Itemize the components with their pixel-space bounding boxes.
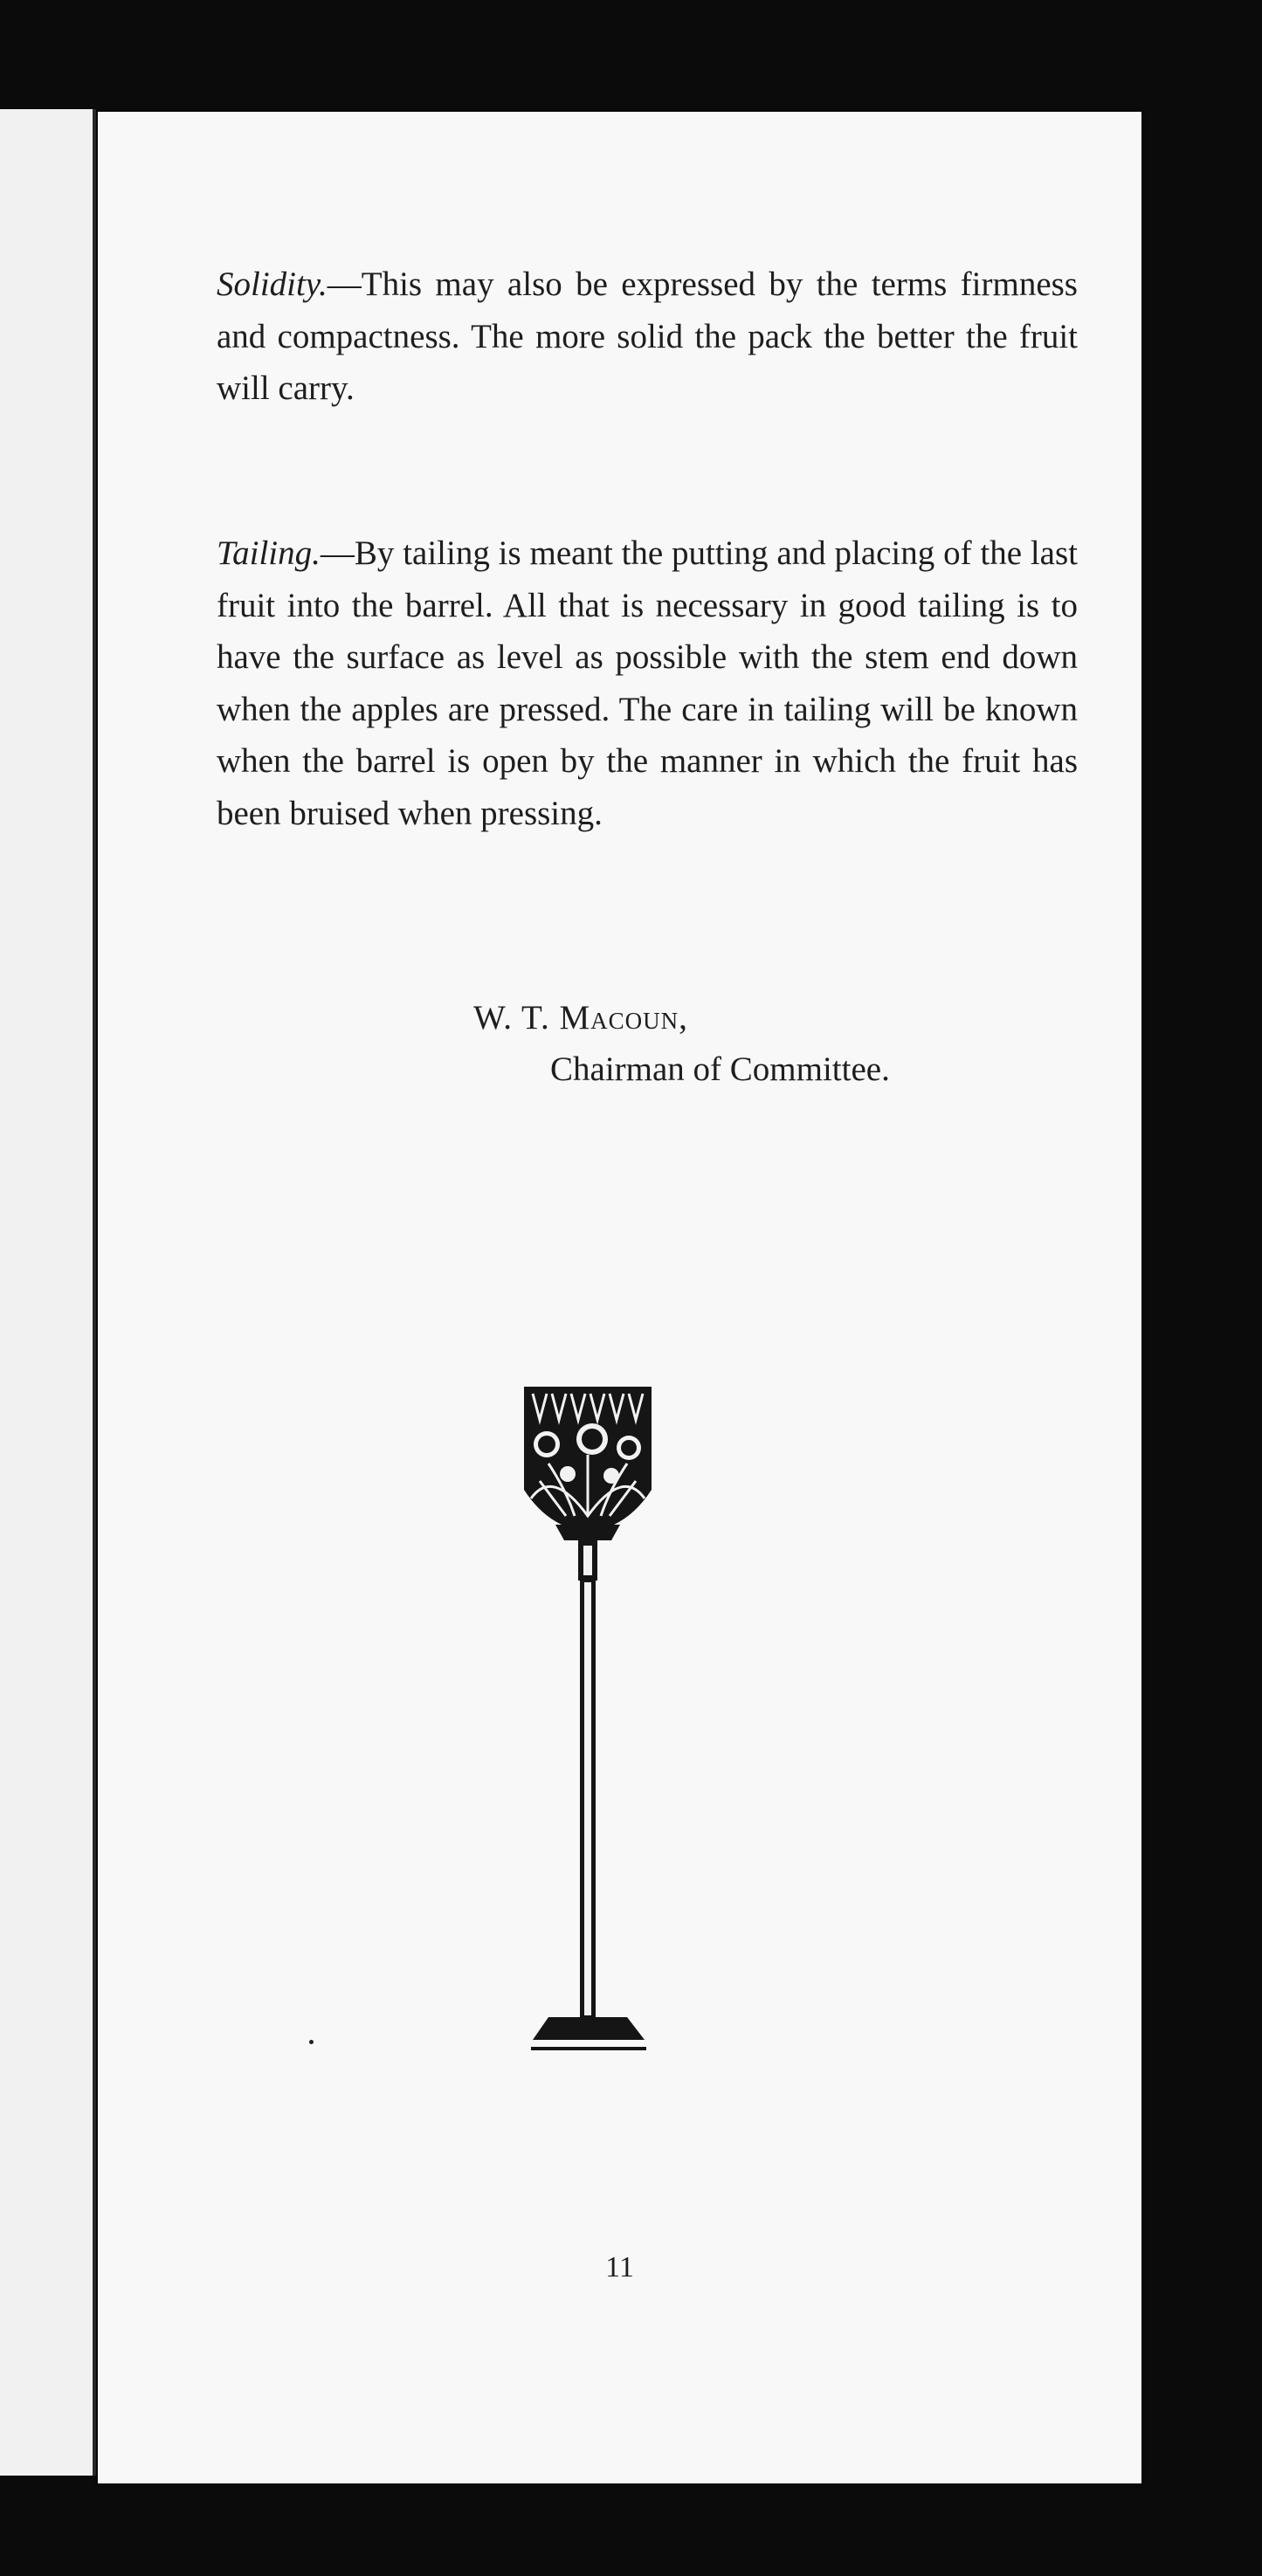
signature-name bbox=[473, 998, 688, 1037]
page-number: 11 bbox=[605, 2251, 634, 2283]
flower-vase-stand-icon bbox=[514, 1385, 662, 2101]
signature-initials: W. T. bbox=[473, 999, 560, 1037]
signature-title: Chairman of Committee. bbox=[550, 1050, 890, 1088]
signature-surname: Macoun, bbox=[559, 999, 688, 1037]
tailing-paragraph bbox=[217, 527, 1078, 839]
tailing-text: —By tailing is meant the putting and placing of the last fruit into the barrel. All that is necessary in good tailing is to have the surface as level as possible with the stem end down when the apples are pressed. The care in tailing will be known when the barrel is open by the manner in which the fruit has been bruised when pressing. bbox=[217, 534, 1078, 832]
tailing-heading: Tailing. bbox=[217, 534, 321, 572]
solidity-heading: Solidity. bbox=[217, 265, 328, 303]
solidity-paragraph bbox=[217, 258, 1078, 415]
adjacent-page-edge bbox=[0, 109, 96, 2476]
solidity-text: —This may also be expressed by the terms firmness and compactness. The more solid the pack the better the fruit will carry. bbox=[217, 265, 1078, 407]
ink-speck bbox=[309, 2040, 314, 2044]
book-page bbox=[98, 112, 1141, 2483]
